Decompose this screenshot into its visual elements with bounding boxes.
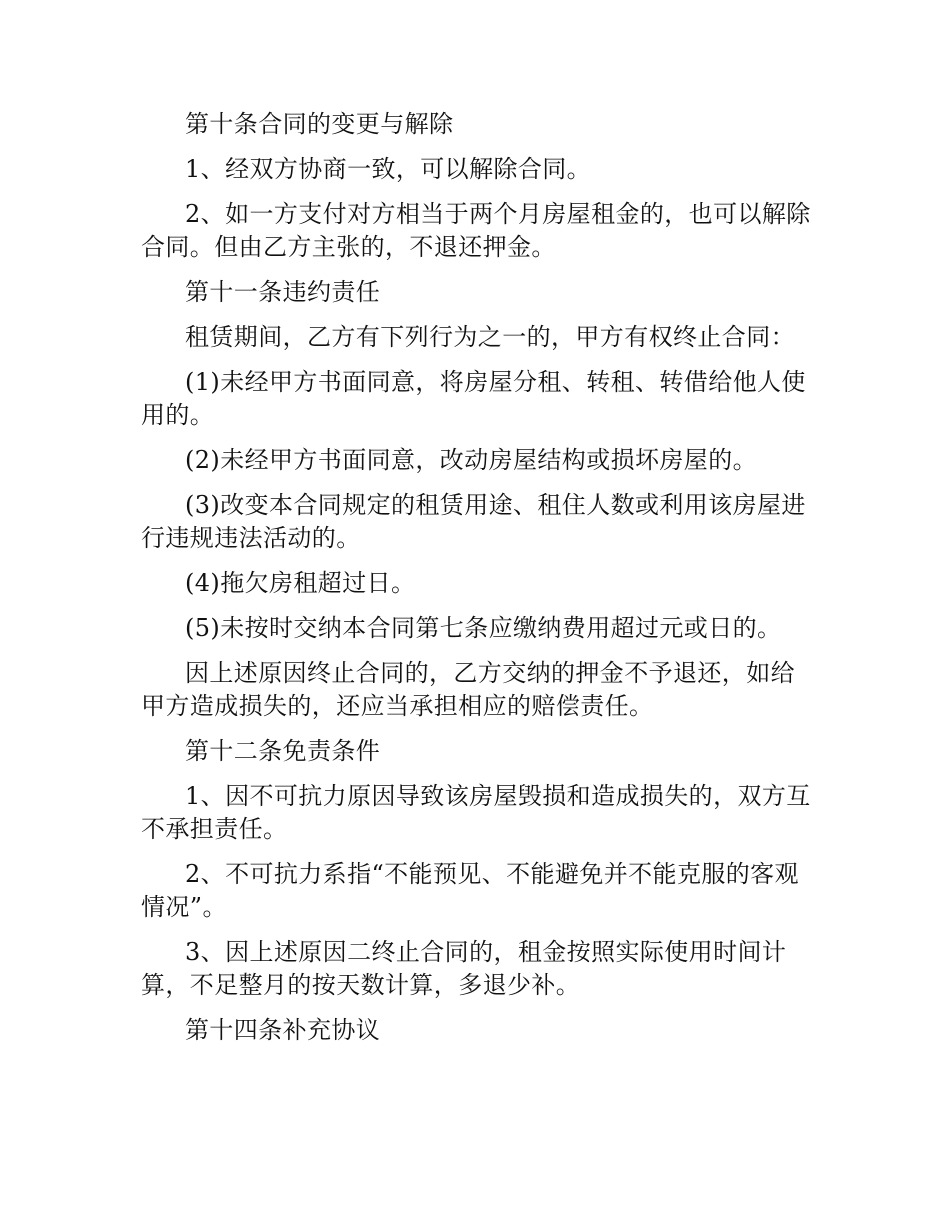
clause-item: (1)未经甲方书面同意，将房屋分租、转租、转借给他人使用的。	[141, 368, 806, 429]
clause-paragraph: 3、因上述原因二终止合同的，租金按照实际使用时间计算，不足整月的按天数计算，多退少补。	[141, 938, 787, 999]
clause-item: (2)未经甲方书面同意，改动房屋结构或损坏房屋的。	[185, 446, 757, 474]
clause-item: (3)改变本合同规定的租赁用途、租住人数或利用该房屋进行违规违法活动的。	[141, 491, 806, 552]
clause-paragraph: 2、不可抗力系指“不能预见、不能避免并不能克服的客观情况”。	[141, 860, 799, 921]
section-heading-article-11: 第十一条违约责任	[185, 278, 381, 306]
clause-paragraph: 租赁期间，乙方有下列行为之一的，甲方有权终止合同：	[185, 323, 795, 351]
clause-item: (4)拖欠房租超过日。	[185, 569, 416, 597]
section-heading-article-10: 第十条合同的变更与解除	[185, 110, 454, 138]
clause-item: (5)未按时交纳本合同第七条应缴纳费用超过元或日的。	[185, 614, 782, 642]
document-body	[141, 108, 811, 1059]
clause-paragraph: 2、如一方支付对方相当于两个月房屋租金的，也可以解除合同。但由乙方主张的，不退还押金。	[141, 200, 811, 261]
clause-paragraph: 因上述原因终止合同的，乙方交纳的押金不予退还，如给甲方造成损失的，还应当承担相应的赔偿责任。	[141, 659, 795, 720]
clause-paragraph: 1、因不可抗力原因导致该房屋毁损和造成损失的，双方互不承担责任。	[141, 782, 811, 843]
clause-paragraph: 1、经双方协商一致，可以解除合同。	[185, 155, 592, 183]
section-heading-article-12: 第十二条免责条件	[185, 737, 381, 765]
section-heading-article-14: 第十四条补充协议	[185, 1016, 381, 1044]
